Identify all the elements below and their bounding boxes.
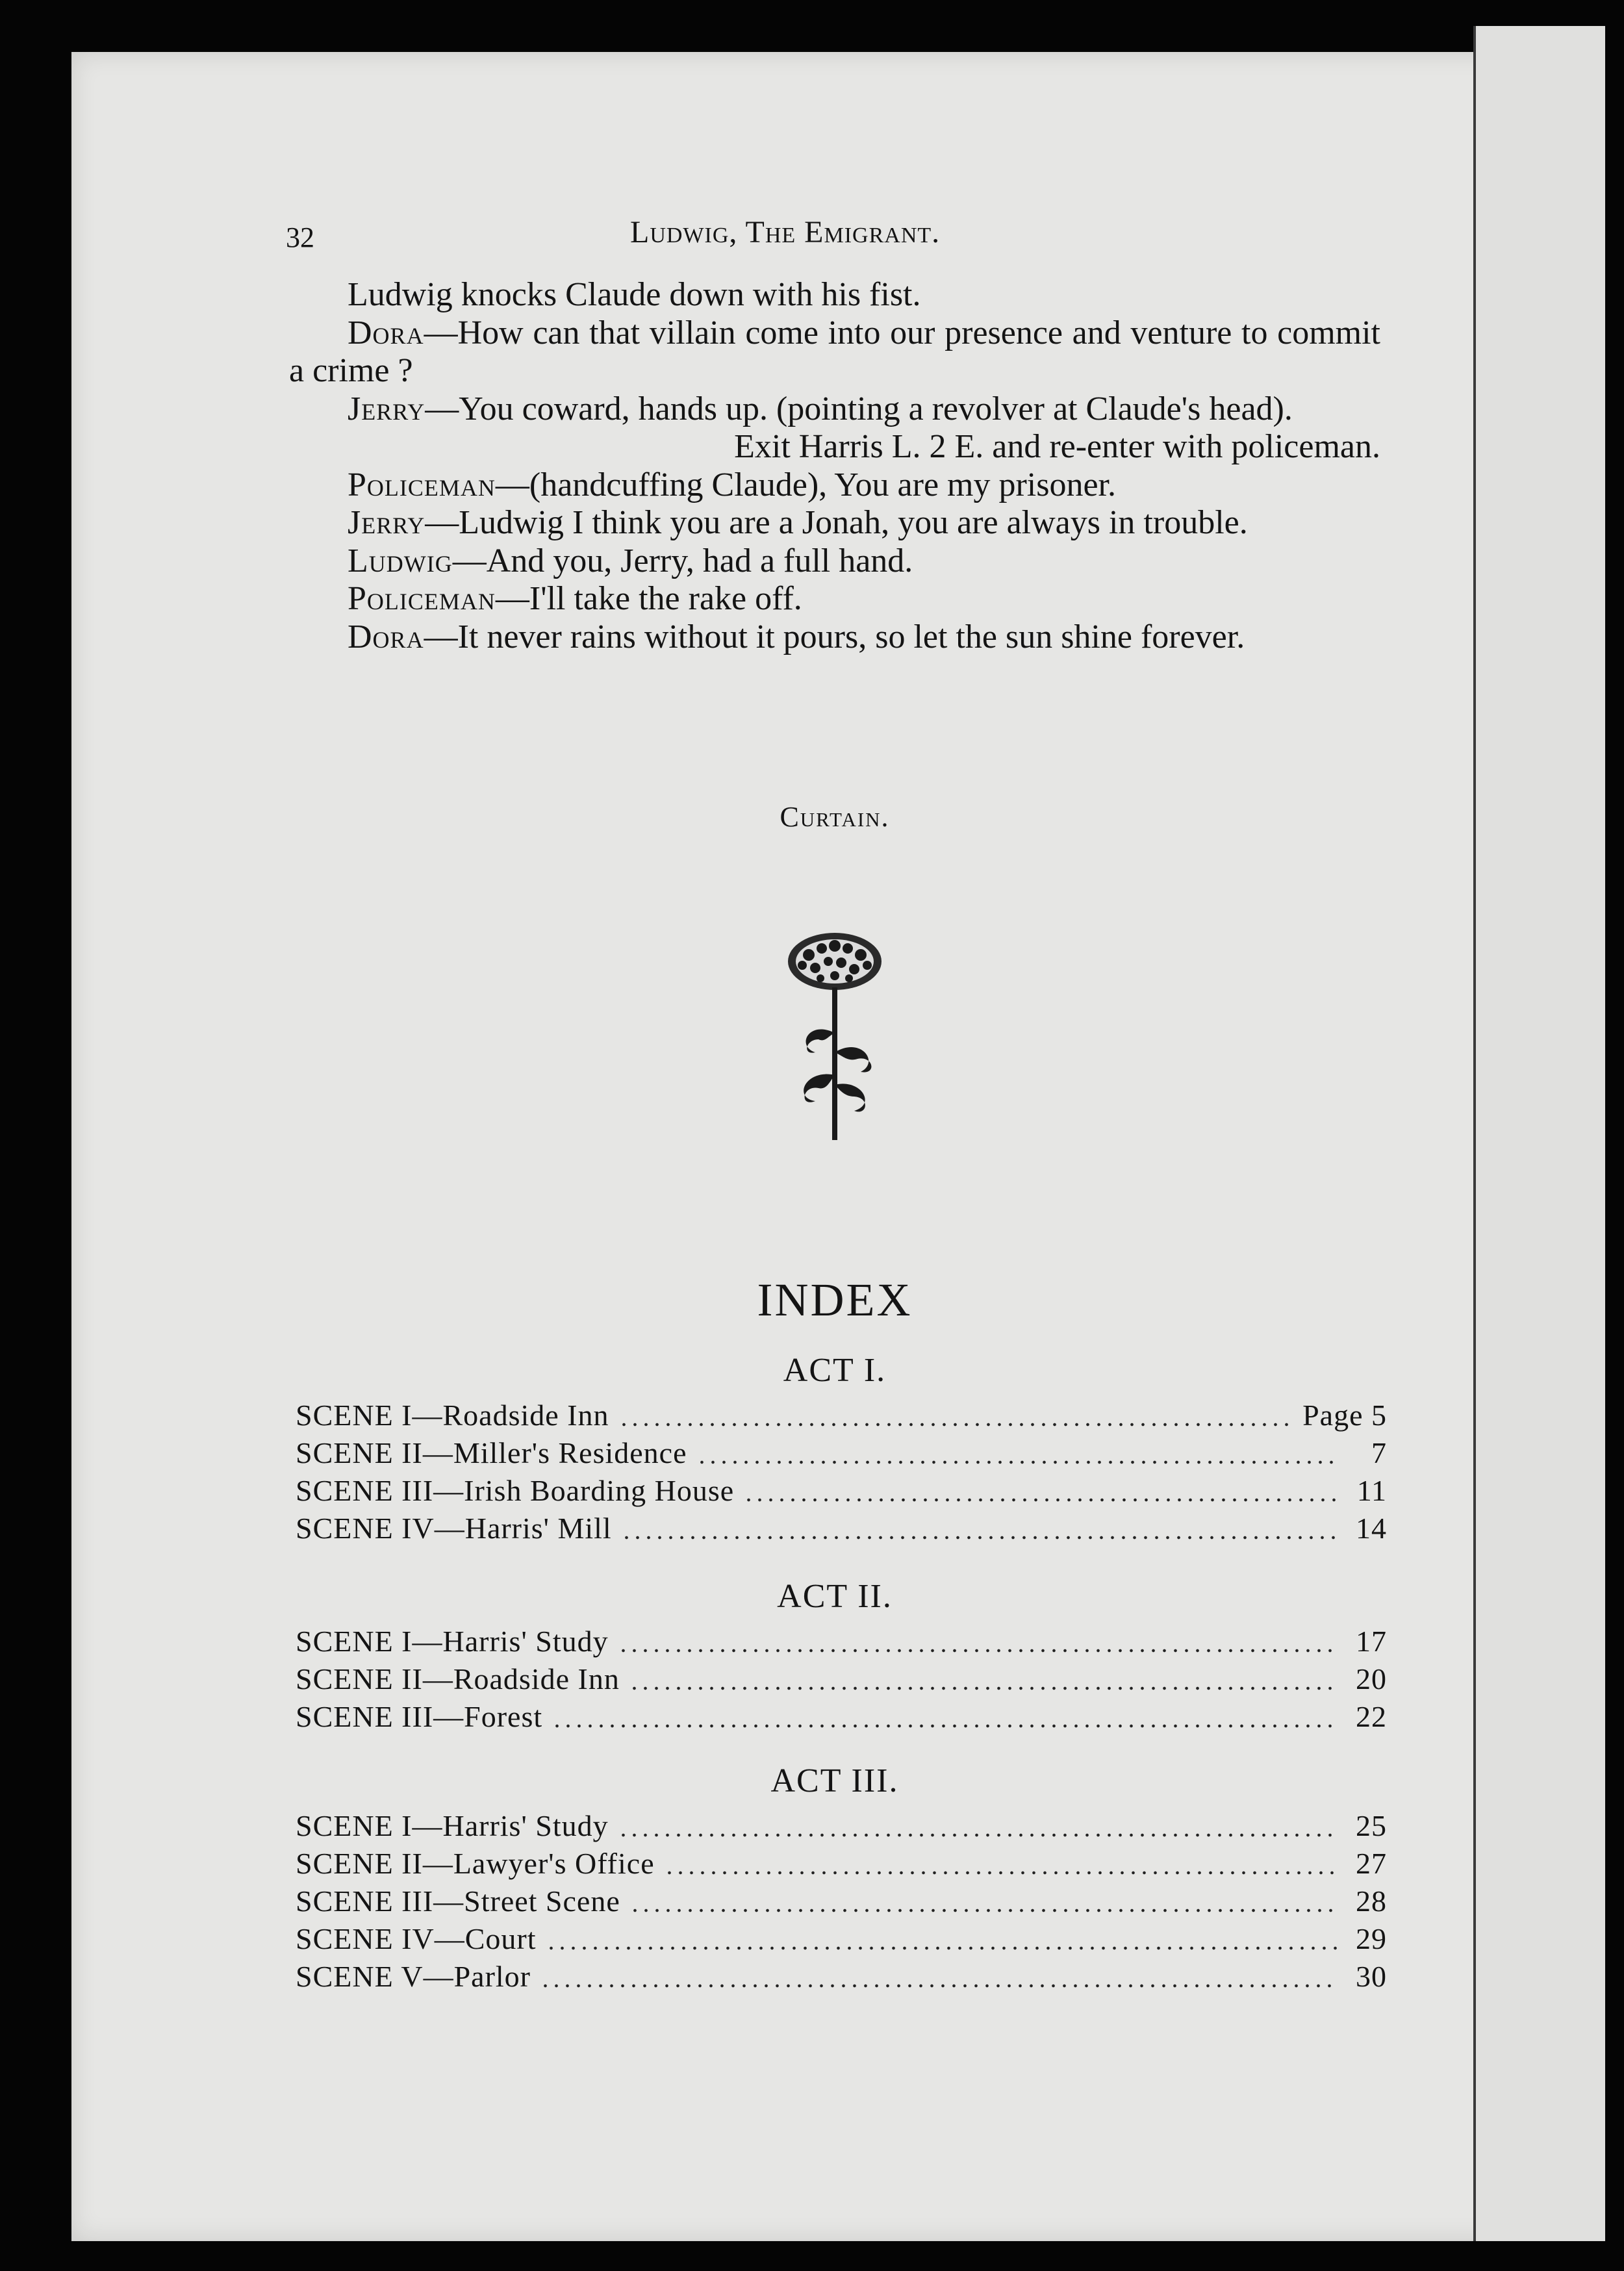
speaker-name: Policeman: [348, 466, 496, 503]
scene-page: 27: [1356, 1847, 1387, 1880]
scene-page: Page 5: [1302, 1399, 1387, 1432]
index-title: INDEX: [757, 1274, 913, 1326]
speaker-name: Dora: [348, 618, 424, 655]
scene-page: 30: [1356, 1960, 1387, 1993]
facing-page-edge: [1473, 26, 1605, 2241]
list-item: [296, 1511, 1387, 1549]
speech-line: [289, 466, 1380, 505]
leader-dots: [664, 1871, 1339, 1875]
speech-line: [289, 580, 1380, 618]
list-item: [296, 1959, 1387, 1997]
scene-title: SCENE I—Harris' Study: [296, 1809, 609, 1842]
scene-page: 25: [1356, 1809, 1387, 1842]
scene-title: SCENE V—Parlor: [296, 1960, 531, 1993]
scene-title: SCENE II—Roadside Inn: [296, 1662, 620, 1695]
line-text: Exit Harris L. 2 E. and re-enter with policeman.: [734, 428, 1380, 465]
scene-page: 29: [1356, 1922, 1387, 1955]
leader-dots: [629, 1686, 1339, 1690]
scene-page: 22: [1356, 1700, 1387, 1733]
list-item: [296, 1808, 1387, 1846]
scene-list: [296, 1624, 1387, 1737]
scene-list: [296, 1808, 1387, 1997]
speech-line: [289, 504, 1380, 542]
stage-direction: [289, 428, 1380, 466]
speech-line: [289, 314, 1380, 390]
leader-dots: [743, 1498, 1339, 1502]
leader-dots: [540, 1984, 1339, 1988]
line-text: —And you, Jerry, had a full hand.: [452, 542, 913, 579]
scene-page: 28: [1356, 1884, 1387, 1918]
leader-dots: [696, 1460, 1339, 1464]
scene-title: SCENE I—Harris' Study: [296, 1625, 609, 1658]
line-text: Ludwig knocks Claude down with his fist.: [348, 276, 921, 313]
list-item: [296, 1922, 1387, 1959]
line-text: —You coward, hands up. (pointing a revolver at Claude's head).: [425, 390, 1293, 427]
leader-dots: [552, 1724, 1339, 1728]
line-text: —How can that villain come into our presence and venture to commit a crime ?: [289, 314, 1380, 389]
leader-dots: [546, 1946, 1339, 1950]
leader-dots: [618, 1833, 1339, 1837]
list-item: [296, 1884, 1387, 1922]
page-number: 32: [286, 222, 314, 253]
list-item: [296, 1624, 1387, 1662]
speech-line: [289, 542, 1380, 581]
leader-dots: [618, 1423, 1294, 1427]
list-item: [296, 1699, 1387, 1737]
play-text: [289, 276, 1380, 656]
leader-dots: [629, 1909, 1339, 1912]
page-gutter: [1473, 26, 1476, 2241]
scene-title: SCENE IV—Harris' Mill: [296, 1512, 612, 1545]
list-item: [296, 1473, 1387, 1511]
scene-title: SCENE I—Roadside Inn: [296, 1399, 609, 1432]
speaker-name: Policeman: [348, 580, 496, 617]
leader-dots: [621, 1536, 1339, 1540]
act-heading: ACT I.: [783, 1352, 887, 1389]
list-item: [296, 1662, 1387, 1699]
speaker-name: Jerry: [348, 390, 425, 427]
list-item: [296, 1398, 1387, 1436]
scene-page: 20: [1356, 1662, 1387, 1695]
leader-dots: [618, 1649, 1339, 1653]
flower-ornament-icon: [770, 922, 900, 1143]
speaker-name: Dora: [348, 314, 424, 351]
scene-title: SCENE II—Miller's Residence: [296, 1436, 687, 1469]
scene-list: [296, 1398, 1387, 1549]
scene-page: 7: [1371, 1436, 1387, 1469]
speaker-name: Jerry: [348, 504, 425, 541]
speech-line: [289, 390, 1380, 429]
scene-page: 17: [1356, 1625, 1387, 1658]
list-item: [296, 1846, 1387, 1884]
running-header: [286, 195, 1416, 253]
scene-title: SCENE IV—Court: [296, 1922, 537, 1955]
curtain-label: Curtain.: [780, 801, 890, 833]
line-text: —It never rains without it pours, so let the sun shine forever.: [424, 618, 1245, 655]
act-heading: ACT II.: [777, 1578, 893, 1615]
line-text: —Ludwig I think you are a Jonah, you are always in trouble.: [425, 504, 1248, 541]
scene-page: 14: [1356, 1512, 1387, 1545]
line-text: —I'll take the rake off.: [495, 580, 802, 617]
speech-line: [289, 618, 1380, 657]
running-title: Ludwig, The Emigrant.: [630, 215, 941, 249]
scene-page: 11: [1356, 1474, 1387, 1507]
line-text: —(handcuffing Claude), You are my prisoner.: [495, 466, 1116, 503]
list-item: [296, 1436, 1387, 1473]
speaker-name: Ludwig: [348, 542, 453, 579]
scene-title: SCENE III—Forest: [296, 1700, 543, 1733]
scene-title: SCENE III—Irish Boarding House: [296, 1474, 735, 1507]
scene-title: SCENE II—Lawyer's Office: [296, 1847, 655, 1880]
scene-title: SCENE III—Street Scene: [296, 1884, 620, 1918]
stage-direction: [289, 276, 1380, 314]
act-heading: ACT III.: [770, 1762, 899, 1799]
